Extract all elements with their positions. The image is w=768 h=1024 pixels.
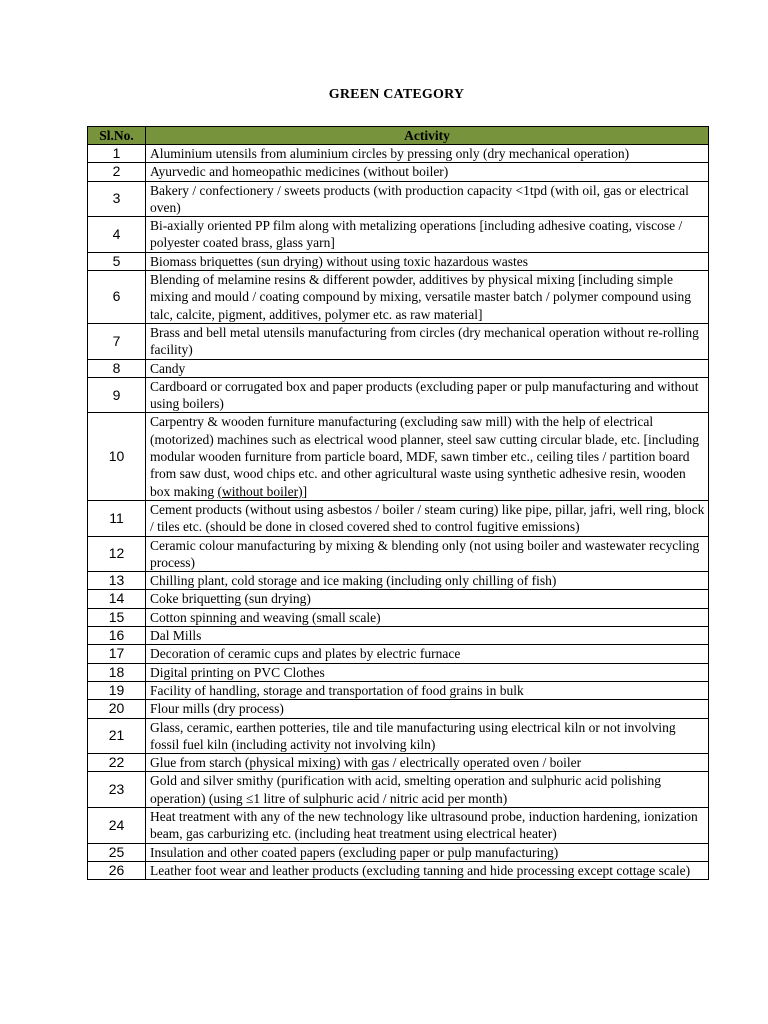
serial-number-cell: 13	[88, 572, 146, 590]
activity-cell	[146, 323, 709, 359]
page-title: GREEN CATEGORY	[328, 87, 465, 102]
activity-cell	[146, 608, 709, 626]
activity-text: Cotton spinning and weaving (small scale)	[150, 609, 381, 625]
activity-cell	[146, 377, 709, 413]
table-row	[88, 754, 709, 772]
serial-number-cell: 8	[88, 359, 146, 377]
activity-cell	[146, 413, 709, 500]
activity-text: Brass and bell metal utensils manufacturing from circles (dry mechanical operation without re-rolling facility)	[150, 324, 699, 358]
activity-text: Decoration of ceramic cups and plates by electric furnace	[150, 646, 461, 662]
activity-tail-text: ]	[302, 483, 308, 499]
activity-text: Aluminium utensils from aluminium circles by pressing only (dry mechanical operation)	[150, 146, 630, 161]
activity-text: Blending of melamine resins & different powder, additives by physical mixing [including simple mixing and mould / coating compound by mixing, versatile master batch / polymer compound using talc, calcite, pigment, additives, polymer etc. as raw material]	[150, 272, 692, 322]
table-row	[88, 645, 709, 663]
serial-number-cell: 4	[88, 217, 146, 253]
activity-cell	[146, 627, 709, 645]
activity-cell	[146, 536, 709, 572]
table-row	[88, 359, 709, 377]
activity-cell	[146, 359, 709, 377]
activity-text: Heat treatment with any of the new technology like ultrasound probe, induction hardening, ionization beam, gas carburizing etc. (including heat treatment using electrical heater)	[150, 808, 698, 842]
activity-text: Candy	[150, 360, 186, 376]
table-row	[88, 807, 709, 843]
table-row	[88, 413, 709, 500]
serial-number-cell: 17	[88, 645, 146, 663]
table-row	[88, 663, 709, 681]
activity-text: Ceramic colour manufacturing by mixing & blending only (not using boiler and wastewater recycling process)	[150, 537, 700, 570]
serial-number-cell: 9	[88, 377, 146, 413]
table-row	[88, 772, 709, 808]
serial-number-cell: 6	[88, 271, 146, 324]
activity-cell	[146, 772, 709, 808]
activity-text: Biomass briquettes (sun drying) without using toxic hazardous wastes	[150, 253, 528, 269]
table-header-row	[88, 127, 709, 145]
serial-number-cell: 18	[88, 663, 146, 681]
activity-text: Insulation and other coated papers (excluding paper or pulp manufacturing)	[150, 844, 559, 860]
activity-text: Coke briquetting (sun drying)	[150, 591, 311, 607]
activity-cell	[146, 843, 709, 861]
table-row	[88, 608, 709, 626]
serial-number-cell: 19	[88, 681, 146, 699]
serial-number-cell: 23	[88, 772, 146, 808]
serial-number-cell: 11	[88, 500, 146, 536]
serial-number-cell: 2	[88, 163, 146, 181]
table-row	[88, 323, 709, 359]
serial-number-cell: 21	[88, 718, 146, 754]
serial-number-cell: 1	[88, 145, 146, 163]
activity-text: Leather foot wear and leather products (excluding tanning and hide processing except cottage scale)	[150, 862, 691, 878]
table-row	[88, 681, 709, 699]
activity-cell	[146, 163, 709, 181]
activity-cell	[146, 754, 709, 772]
activity-underlined-text: (without boiler)	[217, 483, 303, 499]
serial-number-cell: 20	[88, 700, 146, 718]
activity-table	[87, 126, 709, 880]
activity-cell	[146, 681, 709, 699]
activity-cell	[146, 663, 709, 681]
activity-text: Facility of handling, storage and transportation of food grains in bulk	[150, 682, 524, 698]
serial-number-cell: 22	[88, 754, 146, 772]
activity-text: Flour mills (dry process)	[150, 701, 284, 717]
table-row	[88, 500, 709, 536]
serial-number-cell: 14	[88, 590, 146, 608]
activity-cell	[146, 271, 709, 324]
table-row	[88, 572, 709, 590]
activity-cell	[146, 500, 709, 536]
activity-text: Ayurvedic and homeopathic medicines (without boiler)	[150, 164, 449, 180]
activity-cell	[146, 700, 709, 718]
serial-number-cell: 26	[88, 861, 146, 879]
table-row	[88, 718, 709, 754]
table-row	[88, 217, 709, 253]
activity-text: Chilling plant, cold storage and ice making (including only chilling of fish)	[150, 573, 557, 589]
header-sl-no: Sl.No.	[88, 127, 146, 145]
table-row	[88, 861, 709, 879]
activity-text: Glass, ceramic, earthen potteries, tile and tile manufacturing using electrical kiln or not involving fossil fuel kiln (including activity not involving kiln)	[150, 719, 676, 752]
table-row	[88, 377, 709, 413]
activity-cell	[146, 252, 709, 270]
activity-cell	[146, 181, 709, 217]
activity-cell	[146, 718, 709, 754]
table-row	[88, 843, 709, 861]
table-row	[88, 252, 709, 270]
serial-number-cell: 7	[88, 323, 146, 359]
table-body	[88, 145, 709, 880]
activity-cell	[146, 807, 709, 843]
serial-number-cell: 10	[88, 413, 146, 500]
activity-cell	[146, 217, 709, 253]
activity-text: Carpentry & wooden furniture manufacturing (excluding saw mill) with the help of electrical (motorized) machines such as electrical wood planner, steel saw cutting circular blade, etc. [including modular wooden furniture from particle board, MDF, sawn timber etc., ceiling tiles / partition board from saw dust, wood chips etc. and other agricultural waste using synthetic adhesive resin, wooden box making	[150, 414, 699, 499]
activity-text: Dal Mills	[150, 628, 202, 644]
table-row	[88, 536, 709, 572]
table-row	[88, 627, 709, 645]
activity-cell	[146, 572, 709, 590]
serial-number-cell: 15	[88, 608, 146, 626]
activity-text: Bi-axially oriented PP film along with metalizing operations [including adhesive coating, viscose / polyester coated brass, glass yarn]	[150, 218, 683, 251]
serial-number-cell: 25	[88, 843, 146, 861]
activity-cell	[146, 861, 709, 879]
table-row	[88, 163, 709, 181]
activity-text: Digital printing on PVC Clothes	[150, 664, 325, 680]
activity-cell	[146, 145, 709, 163]
serial-number-cell: 5	[88, 252, 146, 270]
serial-number-cell: 24	[88, 807, 146, 843]
activity-cell	[146, 645, 709, 663]
serial-number-cell: 12	[88, 536, 146, 572]
table-row	[88, 271, 709, 324]
activity-text: Bakery / confectionery / sweets products (with production capacity <1tpd (with oil, gas or electrical oven)	[150, 182, 689, 215]
table-row	[88, 181, 709, 217]
activity-text: Gold and silver smithy (purification with acid, smelting operation and sulphuric acid polishing operation) (using ≤1 litre of sulphuric acid / nitric acid per month)	[150, 773, 662, 806]
activity-cell	[146, 590, 709, 608]
table-row	[88, 145, 709, 163]
table-row	[88, 700, 709, 718]
table-row	[88, 590, 709, 608]
activity-text: Cardboard or corrugated box and paper products (excluding paper or pulp manufacturing and without using boilers)	[150, 378, 699, 412]
header-activity: Activity	[146, 127, 709, 145]
serial-number-cell: 3	[88, 181, 146, 217]
activity-text: Cement products (without using asbestos / boiler / steam curing) like pipe, pillar, jafri, well ring, block / tiles etc. (should be done in closed covered shed to control fugitive emissions)	[150, 501, 705, 535]
serial-number-cell: 16	[88, 627, 146, 645]
activity-text: Glue from starch (physical mixing) with gas / electrically operated oven / boiler	[150, 755, 582, 771]
